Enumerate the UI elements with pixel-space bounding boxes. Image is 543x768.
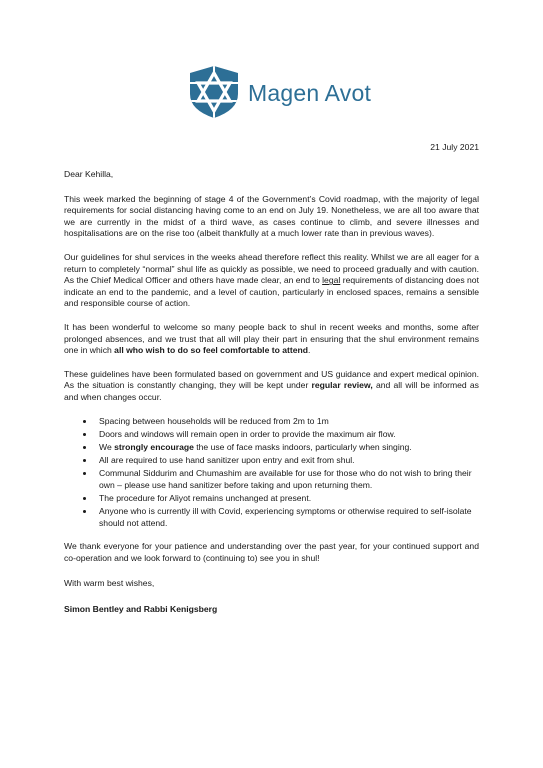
list-item <box>95 442 479 454</box>
list-item-bold: strongly encourage <box>114 441 194 452</box>
star-of-david-shield-icon <box>186 64 242 120</box>
letter-body <box>64 142 479 616</box>
paragraph-review-text-2: and all will be informed as and when changes occur. <box>64 380 479 402</box>
closing: With warm best wishes, <box>64 577 155 588</box>
paragraph-review-bold: regular review, <box>311 380 373 391</box>
list-item: • Doors and windows will remain open in order to provide the maximum air flow. <box>95 429 479 441</box>
guidelines-list <box>64 416 479 530</box>
logo-wordmark: Magen Avot <box>248 79 372 106</box>
letter-date: 21 July 2021 <box>430 142 479 152</box>
list-item: • Spacing between households will be reduced from 2m to 1m <box>95 416 479 428</box>
signature: Simon Bentley and Rabbi Kenigsberg <box>64 604 218 615</box>
paragraph-welcome <box>64 322 479 357</box>
list-item: • Anyone who is currently ill with Covid, experiencing symptoms or otherwise required to self-isolate should not attend. <box>95 506 479 529</box>
paragraph-guidelines <box>64 252 479 310</box>
paragraph-guidelines-text-2: requirements of distancing does not indicate an end to the pandemic, and a level of caution, particularly in enclosed spaces, remains a sensible and responsible course of action. <box>64 275 479 309</box>
paragraph-welcome-text-1: It has been wonderful to welcome so many people back to shul in recent weeks and months, some after prolonged absences, and we trust that all will play their part in ensuring that the shul environment remains one in which <box>64 321 479 356</box>
list-item: • Communal Siddurim and Chumashim are available for use for those who do not wish to bring their own – please use hand sanitizer before taking and upon returning them. <box>95 468 479 491</box>
paragraph-guidelines-text-1: Our guidelines for shul services in the weeks ahead therefore reflect this reality. Whilst we are all eager for a return to completely “normal” shul life as quickly as possible, we need to proceed gradually and with caution. As the Chief Medical Officer and others have made clear, an end to <box>64 251 479 286</box>
paragraph-review-text-1: These guidelines have been formulated based on government and US guidance and expert medical opinion. As the situation is constantly changing, they will be kept under <box>64 368 479 391</box>
paragraph-review <box>64 369 479 404</box>
magen-avot-logo <box>186 64 371 120</box>
paragraph-welcome-text-2: . <box>308 345 311 356</box>
underlined-legal: legal <box>322 275 341 286</box>
salutation: Dear Kehilla, <box>64 169 114 179</box>
list-item: • All are required to use hand sanitizer upon entry and exit from shul. <box>95 455 479 467</box>
paragraph-welcome-bold: all who wish to do so feel comfortable to attend <box>114 345 309 356</box>
paragraph-stage-4: This week marked the beginning of stage 4 of the Government’s Covid roadmap, with the majority of legal requirements for social distancing having come to an end on July 19. Nonetheless, we are all too aware that we are currently in the midst of a third wave, as cases continue to climb, and severe illnesses and hospitalisations are on the rise too (albeit thankfully at a much lower rate than in previous waves). <box>64 193 479 239</box>
list-item-text-2: the use of face masks indoors, particularly when singing. <box>193 441 412 452</box>
list-item: • The procedure for Aliyot remains unchanged at present. <box>95 493 479 505</box>
list-item-text-1: We <box>99 441 115 452</box>
paragraph-thanks: We thank everyone for your patience and understanding over the past year, for your continued support and co-operation and we look forward to (continuing to) see you in shul! <box>64 541 479 563</box>
